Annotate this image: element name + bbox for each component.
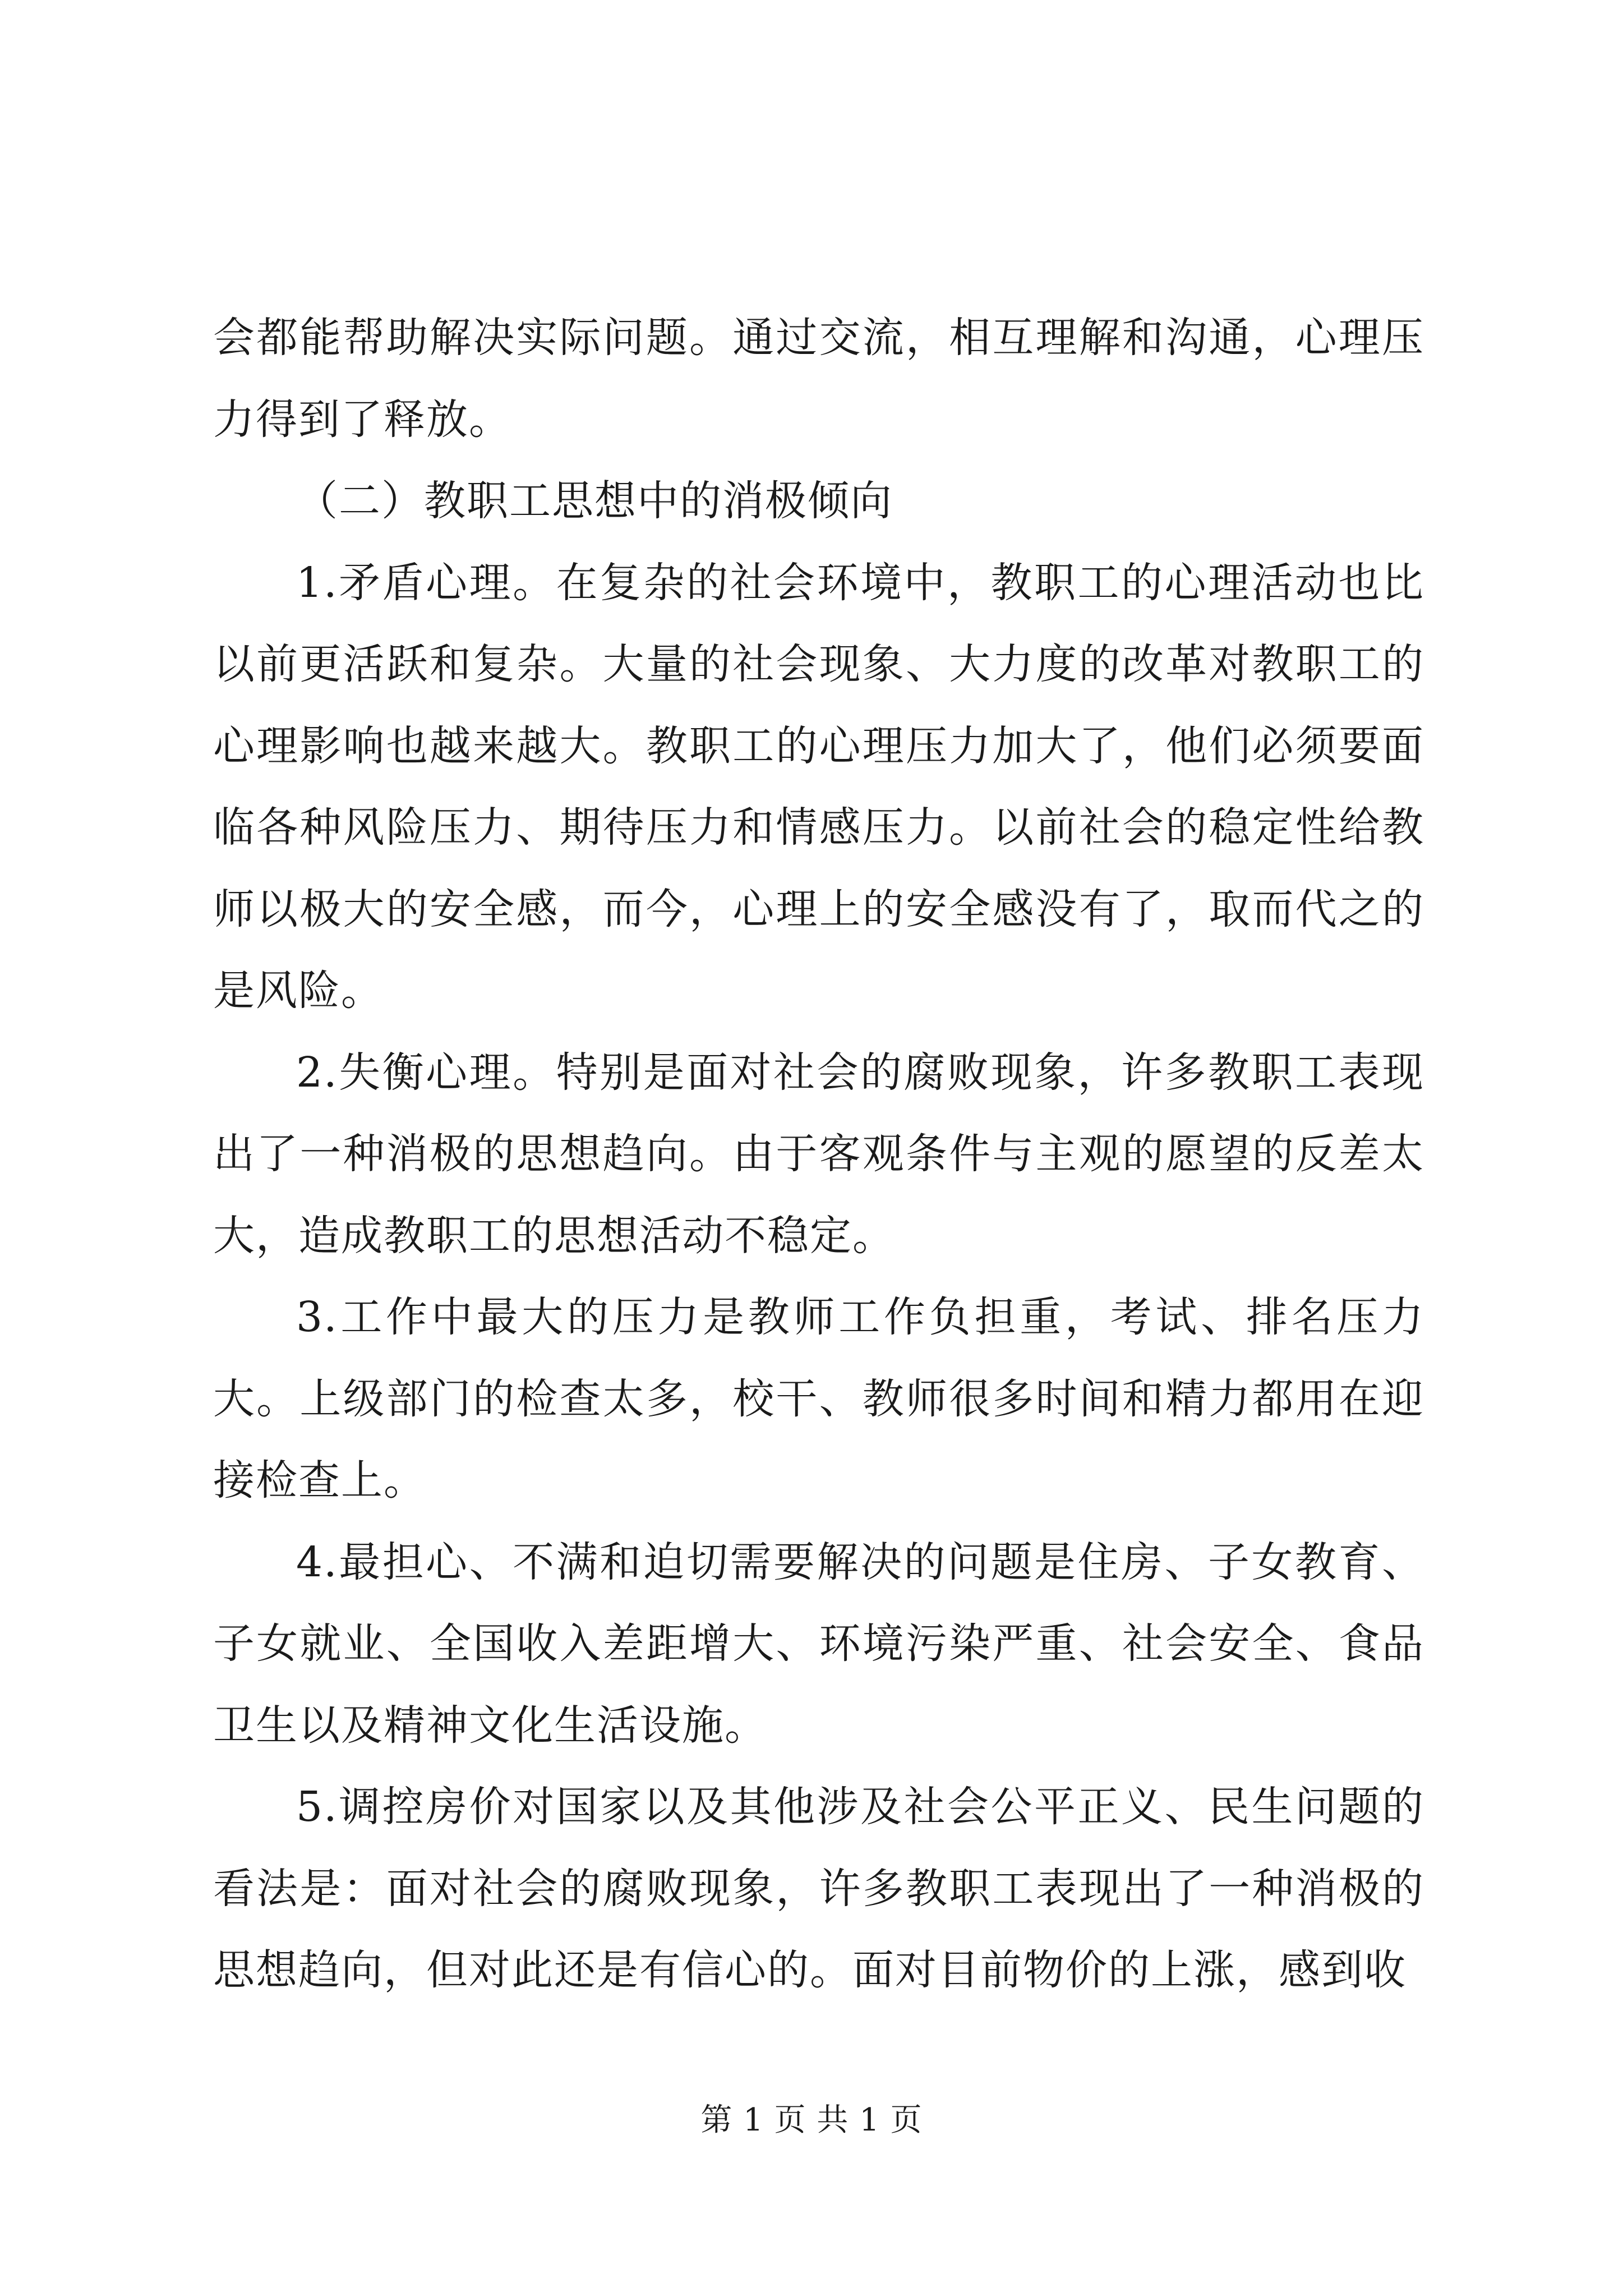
paragraph-item-5: 5.调控房价对国家以及其他涉及社会公平正义、民生问题的看法是：面对社会的腐败现象，许多教职工表现出了一种消极的思想趋向，但对此还是有信心的。面对目前物价的上涨，感到收 bbox=[213, 1783, 1424, 1994]
document-body bbox=[213, 297, 1424, 2012]
section-heading: （二）教职工思想中的消极倾向 bbox=[296, 477, 893, 525]
paragraph-item-2: 2.失衡心理。特别是面对社会的腐败现象，许多教职工表现出了一种消极的思想趋向。由于客观条件与主观的愿望的反差太大，造成教职工的思想活动不稳定。 bbox=[213, 1048, 1424, 1260]
paragraph-item-4: 4.最担心、不满和迫切需要解决的问题是住房、子女教育、子女就业、全国收入差距增大、环境污染严重、社会安全、食品卫生以及精神文化生活设施。 bbox=[213, 1538, 1424, 1750]
paragraph-item-1: 1.矛盾心理。在复杂的社会环境中，教职工的心理活动也比以前更活跃和复杂。大量的社会现象、大力度的改革对教职工的心理影响也越来越大。教职工的心理压力加大了，他们必须要面临各种风险压力、期待压力和情感压力。以前社会的稳定性给教师以极大的安全感，而今，心理上的安全感没有了，取而代之的是风险。 bbox=[213, 558, 1424, 1015]
page-footer: 第 1 页 共 1 页 bbox=[700, 2102, 923, 2138]
paragraph-continuation: 会都能帮助解决实际问题。通过交流，相互理解和沟通，心理压力得到了释放。 bbox=[213, 314, 1424, 444]
paragraph-item-3: 3.工作中最大的压力是教师工作负担重，考试、排名压力大。上级部门的检查太多，校干、教师很多时间和精力都用在迎接检查上。 bbox=[213, 1293, 1424, 1504]
